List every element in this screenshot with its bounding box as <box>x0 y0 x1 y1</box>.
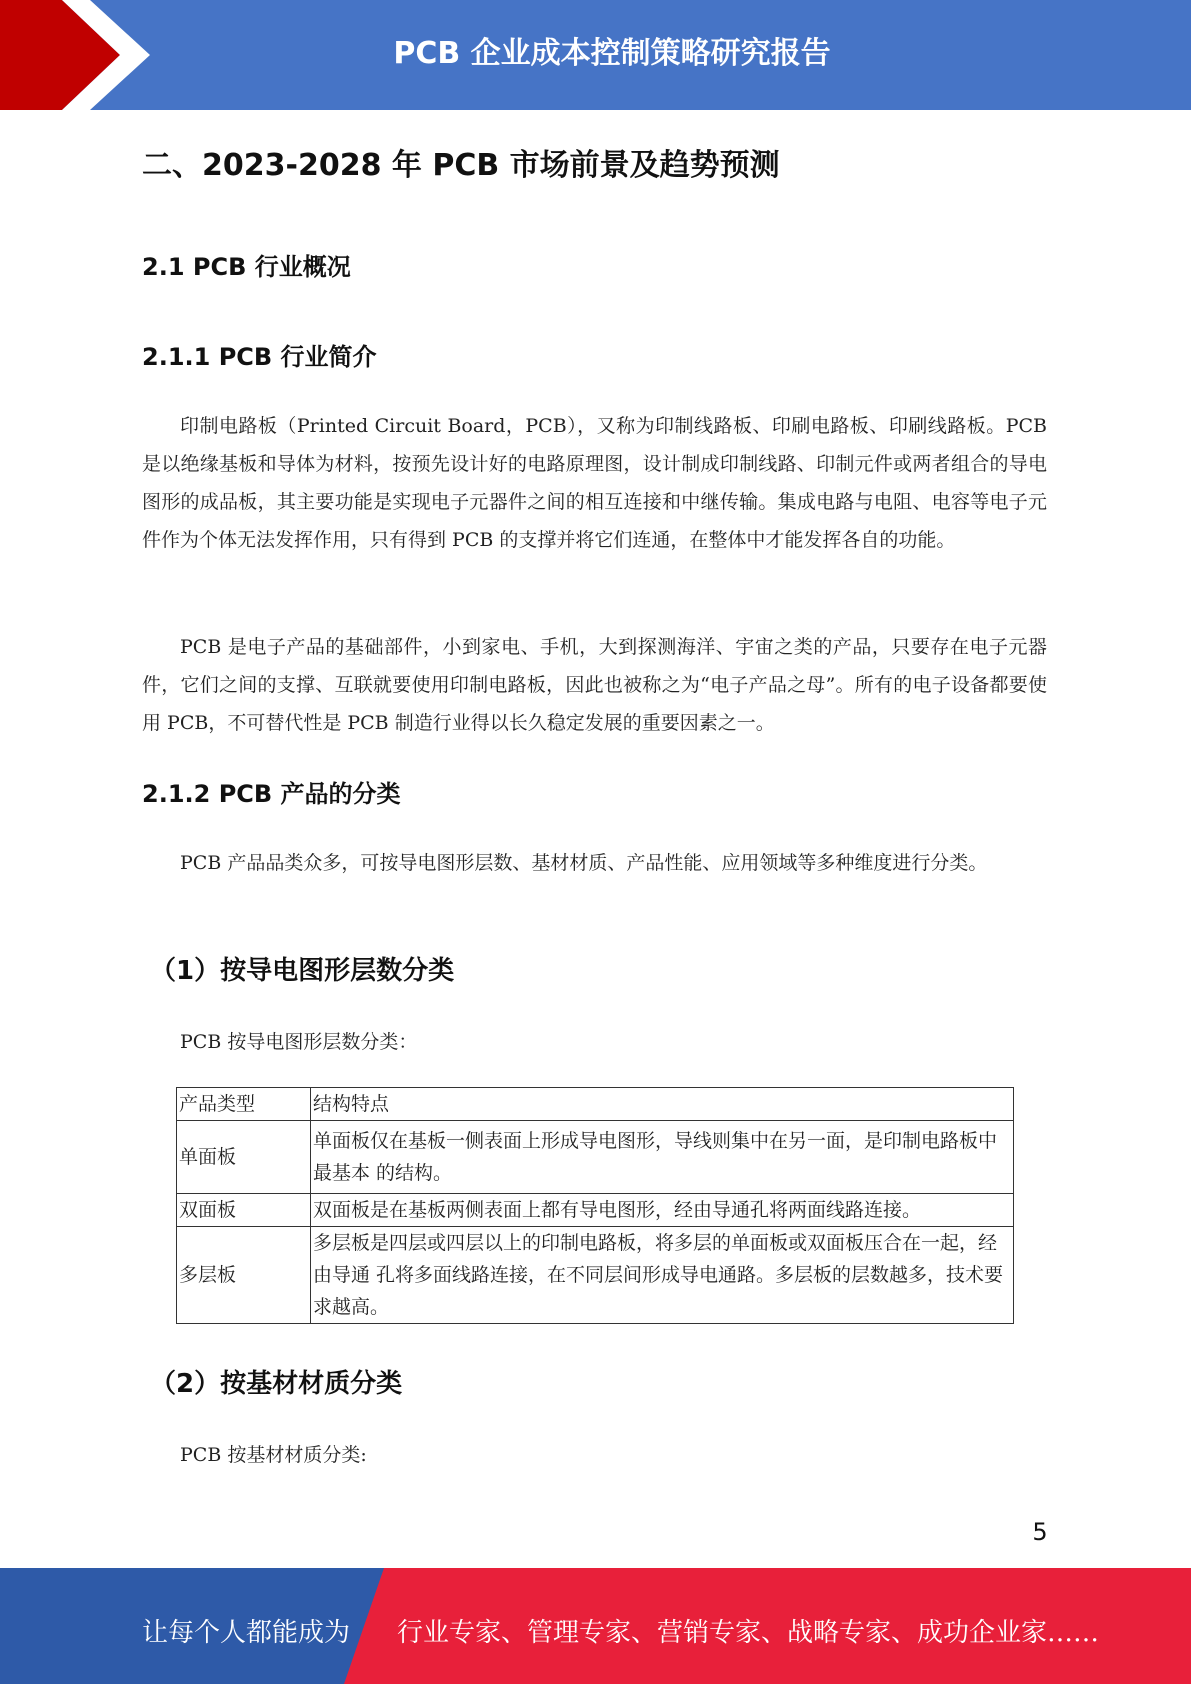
header-banner <box>0 0 1191 110</box>
footer-banner <box>0 1568 1191 1684</box>
table-header-cell: 产品类型 <box>177 1088 311 1121</box>
layer-classification-table <box>176 1087 1014 1324</box>
subsection-title-2-1: 2.1 PCB 行业概况 <box>142 253 351 281</box>
paragraph-pcb-importance: PCB 是电子产品的基础部件，小到家电、手机，大到探测海洋、宇宙之类的产品，只要存在电子元器件，它们之间的支撑、互联就要使用印制电路板，因此也被称之为“电子产品之母”。所有的电子设备都要使用 PCB，不可替代性是 PCB 制造行业得以长久稳定发展的重要因素之一。 <box>142 636 1047 734</box>
table-row <box>177 1121 1014 1194</box>
table-row <box>177 1227 1014 1324</box>
table-cell-desc: 双面板是在基板两侧表面上都有导电图形，经由导通孔将两面线路连接。 <box>311 1194 1014 1227</box>
page-number: 5 <box>1032 1518 1048 1546</box>
footer-slogan-left: 让每个人都能成为 <box>142 1618 351 1648</box>
header-title: PCB 企业成本控制策略研究报告 <box>393 36 831 71</box>
table-header-row <box>177 1088 1014 1121</box>
table-cell-type: 多层板 <box>177 1227 311 1324</box>
table-header-cell: 结构特点 <box>311 1088 1014 1121</box>
table-cell-type: 双面板 <box>177 1194 311 1227</box>
section-title: 二、2023-2028 年 PCB 市场前景及趋势预测 <box>142 148 780 183</box>
paragraph-by-material: PCB 按基材材质分类: <box>180 1444 367 1466</box>
paragraph-pcb-classification: PCB 产品品类众多，可按导电图形层数、基材材质、产品性能、应用领域等多种维度进行分类。 <box>180 852 988 874</box>
paragraph-pcb-intro: 印制电路板（Printed Circuit Board，PCB），又称为印制线路板、印刷电路板、印刷线路板。PCB 是以绝缘基板和导体为材料，按预先设计好的电路原理图，设计制成印制线路、印制元件或两者组合的导电图形的成品板，其主要功能是实现电子元器件之间的相互连接和中继传输。集成电路与电阻、电容等电子元件作为个体无法发挥作用，只有得到 PCB 的支撑并将它们连通，在整体中才能发挥各自的功能。 <box>142 415 1047 551</box>
heading-by-layers: （1）按导电图形层数分类 <box>150 956 455 986</box>
heading-by-material: （2）按基材材质分类 <box>150 1369 403 1399</box>
table-cell-desc: 单面板仅在基板一侧表面上形成导电图形，导线则集中在另一面，是印制电路板中最基本 的结构。 <box>311 1121 1014 1194</box>
table-cell-desc: 多层板是四层或四层以上的印制电路板，将多层的单面板或双面板压合在一起，经由导通 孔将多面线路连接，在不同层间形成导电通路。多层板的层数越多，技术要求越高。 <box>311 1227 1014 1324</box>
table-row <box>177 1194 1014 1227</box>
table-cell-type: 单面板 <box>177 1121 311 1194</box>
paragraph-by-layers: PCB 按导电图形层数分类： <box>180 1031 418 1053</box>
subsection-title-2-1-1: 2.1.1 PCB 行业简介 <box>142 343 377 371</box>
footer-slogan-right: 行业专家、管理专家、营销专家、战略专家、成功企业家…… <box>397 1618 1100 1648</box>
subsection-title-2-1-2: 2.1.2 PCB 产品的分类 <box>142 780 401 808</box>
